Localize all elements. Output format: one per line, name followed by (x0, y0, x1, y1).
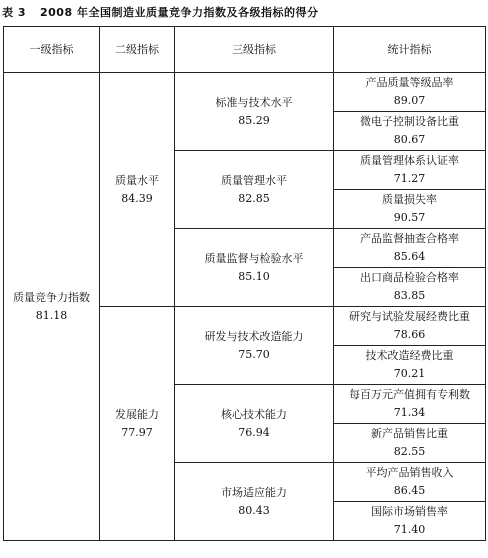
header-stat: 统计指标 (334, 27, 486, 73)
stat-value: 71.34 (393, 406, 426, 419)
stat-cell (334, 229, 486, 268)
level3-cell (175, 73, 334, 151)
level3-cell (175, 463, 334, 541)
level3-cell (175, 229, 334, 307)
level3-value: 82.85 (238, 191, 270, 205)
table-caption (2, 4, 318, 20)
stat-name: 出口商品检验合格率 (360, 271, 459, 284)
stat-value: 82.55 (393, 445, 426, 458)
stat-value: 85.64 (393, 250, 426, 263)
level3-cell (175, 307, 334, 385)
stat-value: 78.66 (393, 328, 426, 341)
table-title: 2008 年全国制造业质量竞争力指数及各级指标的得分 (40, 6, 319, 19)
level3-name: 研发与技术改造能力 (204, 329, 304, 343)
stat-value: 70.21 (393, 367, 426, 380)
stat-cell (334, 307, 486, 346)
level3-value: 80.43 (238, 503, 270, 517)
header-level2: 二级指标 (100, 27, 175, 73)
stat-value: 83.85 (393, 289, 426, 302)
stat-cell (334, 190, 486, 229)
stat-value: 89.07 (393, 94, 426, 107)
stat-value: 86.45 (393, 484, 426, 497)
stat-cell (334, 502, 486, 541)
level2-name: 质量水平 (115, 173, 159, 187)
level2-name: 发展能力 (115, 407, 159, 421)
stat-name: 每百万元产值拥有专利数 (349, 388, 470, 401)
stat-value: 71.27 (393, 172, 426, 185)
stat-cell (334, 73, 486, 112)
header-level1: 一级指标 (4, 27, 100, 73)
level1-value: 81.18 (35, 308, 68, 322)
level2-value: 84.39 (121, 191, 153, 205)
level3-value: 76.94 (238, 425, 270, 439)
stat-cell (334, 463, 486, 502)
score-table (3, 26, 486, 541)
stat-cell (334, 268, 486, 307)
stat-value: 80.67 (393, 133, 426, 146)
level3-value: 75.70 (238, 347, 270, 361)
stat-name: 质量管理体系认证率 (360, 154, 459, 167)
stat-value: 71.40 (393, 523, 426, 536)
stat-cell (334, 151, 486, 190)
level3-cell (175, 385, 334, 463)
stat-cell (334, 385, 486, 424)
level3-cell (175, 151, 334, 229)
stat-name: 技术改造经费比重 (365, 349, 454, 362)
stat-value: 90.57 (393, 211, 426, 224)
level3-name: 市场适应能力 (221, 485, 287, 499)
header-level3: 三级指标 (175, 27, 334, 73)
level3-value: 85.10 (238, 269, 270, 283)
table-row (4, 73, 486, 112)
stat-name: 新产品销售比重 (371, 427, 448, 440)
stat-name: 产品监督抽查合格率 (360, 232, 459, 245)
header-row (4, 27, 486, 73)
level3-name: 质量监督与检验水平 (204, 251, 304, 265)
stat-cell (334, 346, 486, 385)
stat-name: 产品质量等级品率 (365, 76, 454, 89)
level3-value: 85.29 (238, 113, 270, 127)
level3-name: 标准与技术水平 (215, 95, 293, 109)
stat-cell (334, 424, 486, 463)
stat-name: 微电子控制设备比重 (360, 115, 459, 128)
stat-name: 平均产品销售收入 (365, 466, 454, 479)
stat-name: 质量损失率 (382, 193, 437, 206)
level2-value: 77.97 (121, 425, 153, 439)
table-number: 表 3 (2, 6, 26, 19)
level3-name: 质量管理水平 (221, 173, 287, 187)
stat-cell (334, 112, 486, 151)
level2-cell (100, 73, 175, 307)
level3-name: 核心技术能力 (221, 407, 287, 421)
level2-cell (100, 307, 175, 541)
level1-name: 质量竞争力指数 (13, 290, 90, 304)
stat-name: 研究与试验发展经费比重 (349, 310, 470, 323)
level1-cell (4, 73, 100, 541)
stat-name: 国际市场销售率 (371, 505, 448, 518)
